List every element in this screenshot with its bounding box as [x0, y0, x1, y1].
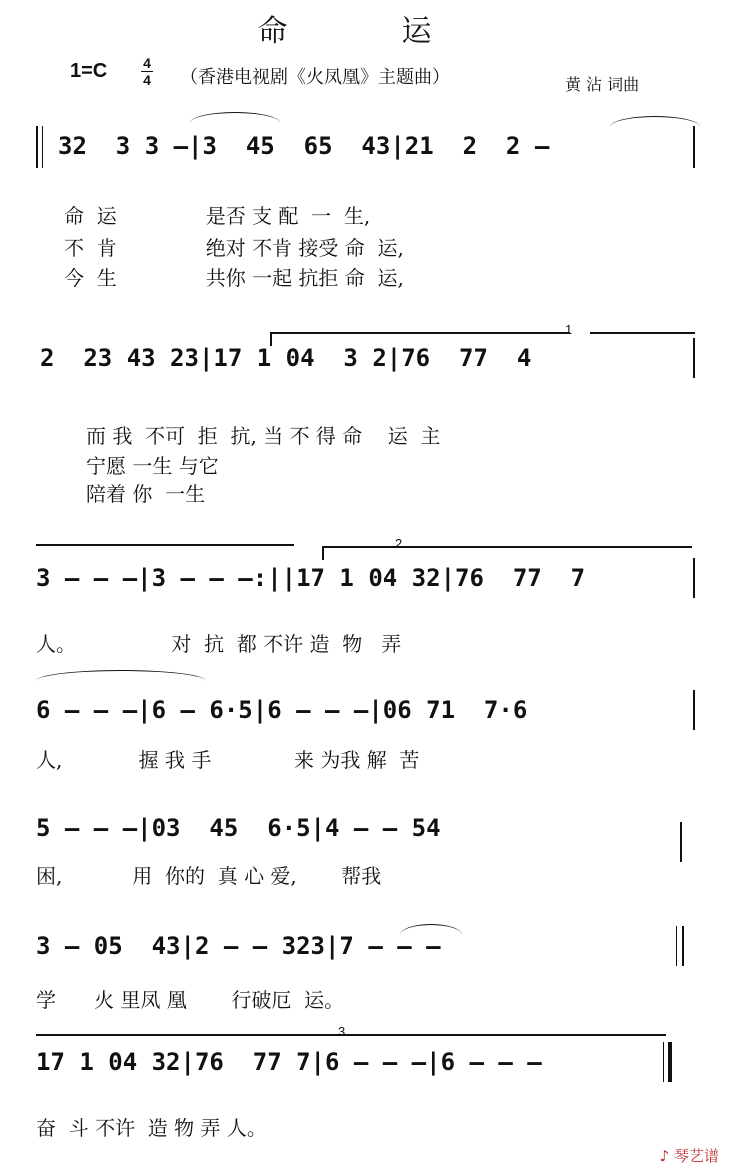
score-system-2 [0, 320, 731, 506]
notation-line: 5 — — —|03 45 6·5|4 — — 54 [36, 814, 441, 842]
repeat-start-thick [36, 126, 38, 168]
volta-number: 3 [338, 1024, 346, 1039]
lyric-verse-1: 命 运 是否 支 配 一 生, [64, 204, 371, 228]
score-system-5 [0, 800, 731, 900]
time-signature [140, 56, 154, 87]
tie-line [590, 332, 695, 334]
score-system-7 [0, 1022, 731, 1140]
volta-bracket [322, 546, 692, 548]
watermark-text: 琴艺谱 [673, 1147, 719, 1165]
lyric-line: 人, 握 我 手 来 为我 解 苦 [36, 748, 420, 772]
notation-line: 2 23 43 23|17 1 04 3 2|76 77 4 [40, 344, 532, 372]
watermark-logo [660, 1145, 719, 1166]
lyric-verse-2: 宁愿 一生 与它 [86, 454, 219, 478]
lyric-verse-2: 不 肯 绝对 不肯 接受 命 运, [64, 236, 404, 260]
notation-line: 17 1 04 32|76 77 7|6 — — —|6 — — — [36, 1048, 542, 1076]
volta-bracket [270, 332, 570, 334]
subtitle: （香港电视剧《火凤凰》主题曲） [180, 67, 450, 88]
repeat-start-thin [42, 126, 43, 168]
lyric-line: 困, 用 你的 真 心 爱, 帮我 [36, 864, 382, 888]
notation-line: 32 3 3 —|3 45 65 43|21 2 2 — [58, 132, 550, 160]
volta-bracket-start [322, 546, 324, 560]
tie-arc [36, 670, 206, 681]
lyric-verse-1: 而 我 不可 拒 抗, 当 不 得 命 运 主 [86, 424, 441, 448]
volta-bracket [36, 1034, 666, 1036]
score-system-1 [0, 110, 731, 290]
score-system-4 [0, 664, 731, 772]
volta-number: 1 [565, 322, 573, 337]
meter-top: 4 [143, 55, 151, 71]
watermark-icon: ♪ [659, 1147, 670, 1165]
score-system-3 [0, 536, 731, 656]
page-title: 命 运 [257, 14, 474, 49]
key-signature: 1=C [70, 60, 108, 82]
lyric-line: 学 火 里凤 凰 行破厄 运。 [36, 988, 345, 1012]
lyric-verse-3: 今 生 共你 一起 抗拒 命 运, [64, 266, 404, 290]
lyric-line: 奋 斗 不许 造 物 弄 人。 [36, 1116, 267, 1140]
tie-arc [610, 116, 700, 127]
lyric-verse-3: 陪着 你 一生 [86, 482, 206, 506]
notation-line: 6 — — —|6 — 6·5|6 — — —|06 71 7·6 [36, 696, 528, 724]
score-system-6 [0, 914, 731, 1014]
notation-line: 3 — 05 43|2 — — 323|7 — — — [36, 932, 441, 960]
tie-arc [190, 112, 280, 123]
volta-number: 2 [395, 536, 403, 551]
lyric-line: 人。 对 抗 都 不许 造 物 弄 [36, 632, 402, 656]
tie-line [36, 544, 294, 546]
meter-bottom: 4 [143, 72, 151, 88]
notation-line: 3 — — —|3 — — —:||17 1 04 32|76 77 7 [36, 564, 586, 592]
credit: 黄 沾 词曲 [565, 75, 640, 94]
